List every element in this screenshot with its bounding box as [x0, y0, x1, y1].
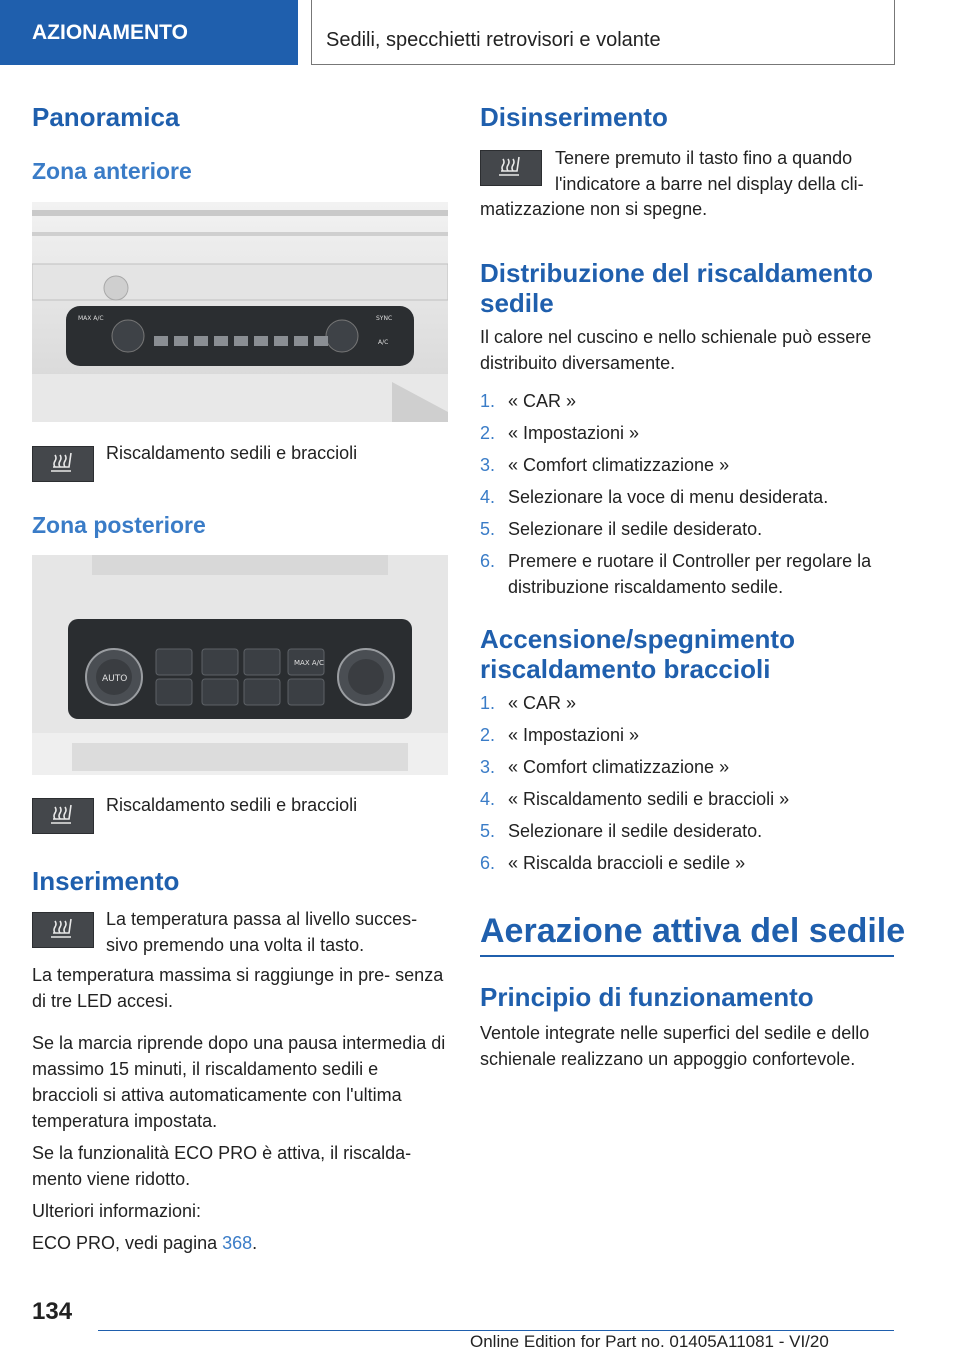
section-tab: AZIONAMENTO: [0, 0, 298, 65]
front-caption: Riscaldamento sedili e braccioli: [106, 443, 358, 463]
principle-heading: Principio di funzionamento: [480, 982, 814, 1012]
rear-panel-photo: [32, 555, 448, 775]
list-item: 2. « Impostazioni »: [480, 725, 640, 745]
eco-pro-reference: [32, 1230, 448, 1256]
page-link[interactable]: 368: [222, 1233, 253, 1253]
rear-caption: Riscaldamento sedili e braccioli: [106, 795, 358, 815]
page-title: Panoramica: [32, 102, 180, 132]
seat-heating-icon: [480, 150, 542, 186]
distribution-steps: [480, 388, 894, 606]
list-item: 3. « Comfort climatizzazione »: [480, 455, 730, 475]
rear-zone-heading: Zona posteriore: [32, 512, 206, 538]
rear-maxac-label: MAX A/C: [294, 659, 324, 667]
list-item: 5. Selezionare il sedile desiderato.: [480, 519, 763, 539]
eco-pro-text: Se la funzionalità ECO PRO è attiva, il riscalda- mento viene ridotto.: [32, 1143, 412, 1189]
chapter-title: Sedili, specchietti retrovisori e volante: [311, 0, 895, 65]
switch-on-text: La temperatura passa al livello succes- sivo premendo una volta il tasto.: [106, 909, 418, 955]
max-temp-text: La temperatura massima si raggiunge in pre- senza di tre LED accesi.: [32, 965, 444, 1011]
distribution-heading: Distribuzione del riscaldamento sedile: [480, 258, 873, 318]
switch-on-heading: Inserimento: [32, 866, 180, 896]
list-item: 6. Premere e ruotare il Controller per regolare la distribuzione riscaldamento sedile.: [480, 551, 872, 597]
principle-text: Ventole integrate nelle superfici del sedile e dello schienale realizzano un appoggio confortevole.: [480, 1023, 870, 1069]
edition-footer: Online Edition for Part no. 01405A11081 - VI/20: [470, 1332, 829, 1351]
armrest-steps: [480, 690, 894, 882]
armrest-heading: Accensione/spegnimento riscaldamento braccioli: [480, 624, 795, 684]
more-info-label: Ulteriori informazioni:: [32, 1201, 202, 1221]
list-item: 3. « Comfort climatizzazione »: [480, 757, 730, 777]
page-number: 134: [32, 1298, 73, 1325]
list-item: 6. « Riscalda braccioli e sedile »: [480, 853, 746, 873]
switch-off-heading: Disinserimento: [480, 102, 668, 132]
list-item: 2. « Impostazioni »: [480, 423, 640, 443]
switch-off-text: Tenere premuto il tasto fino a quando l'indicatore a barre nel display della cli-: [555, 148, 864, 194]
front-panel-photo: [32, 202, 448, 422]
seat-heating-icon: [32, 446, 94, 482]
footer-divider: [98, 1330, 894, 1331]
list-item: 5. Selezionare il sedile desiderato.: [480, 821, 763, 841]
front-ac-label: A/C: [378, 339, 389, 346]
resume-text: Se la marcia riprende dopo una pausa intermedia di massimo 15 minuti, il riscaldamento sedili e braccioli si attiva automaticamente con l'ultima temperatura impostata.: [32, 1033, 446, 1131]
ventilation-title: Aerazione attiva del sedile: [480, 912, 906, 950]
rear-auto-label: AUTO: [102, 674, 128, 684]
front-zone-heading: Zona anteriore: [32, 158, 192, 184]
list-item: 4. Selezionare la voce di menu desiderata.: [480, 487, 829, 507]
switch-off-text-cont: matizzazione non si spegne.: [480, 199, 708, 219]
seat-heating-icon: [32, 912, 94, 948]
list-item: 1. « CAR »: [480, 391, 577, 411]
seat-heating-icon: [32, 798, 94, 834]
distribution-intro: Il calore nel cuscino e nello schienale può essere distribuito diversamente.: [480, 327, 872, 373]
eco-pro-ref-prefix: ECO PRO, vedi pagina: [32, 1233, 223, 1253]
front-sync-label: SYNC: [376, 315, 393, 322]
eco-pro-ref-suffix: .: [252, 1233, 258, 1253]
list-item: 1. « CAR »: [480, 693, 577, 713]
section-divider: [480, 955, 894, 957]
list-item: 4. « Riscaldamento sedili e braccioli »: [480, 789, 790, 809]
front-maxac-label: MAX A/C: [78, 315, 104, 322]
